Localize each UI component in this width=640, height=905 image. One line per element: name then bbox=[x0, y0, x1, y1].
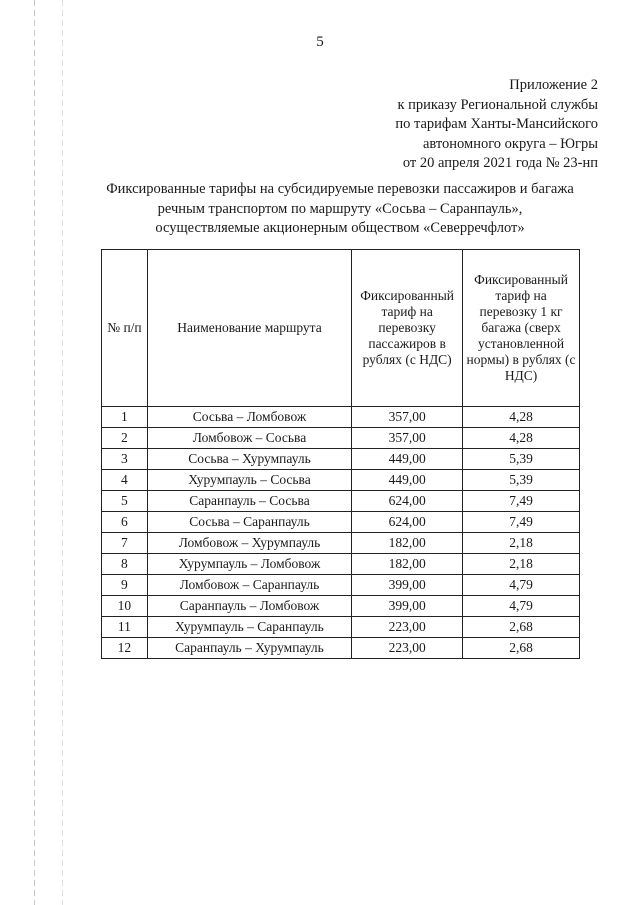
scan-artifact-line bbox=[62, 0, 63, 905]
appendix-line: автономного округа – Югры bbox=[422, 135, 598, 152]
header-number: № п/п bbox=[102, 250, 148, 407]
cell-route: Саранпауль – Сосьва bbox=[147, 491, 351, 512]
cell-baggage-tariff: 2,68 bbox=[463, 617, 580, 638]
header-passenger-tariff: Фиксированный тариф на перевозку пассажиров в рублях (с НДС) bbox=[352, 250, 463, 407]
cell-passenger-tariff: 182,00 bbox=[352, 533, 463, 554]
cell-route: Сосьва – Хурумпауль bbox=[147, 449, 351, 470]
cell-baggage-tariff: 2,68 bbox=[463, 638, 580, 659]
table-row bbox=[102, 596, 580, 617]
cell-baggage-tariff: 4,28 bbox=[463, 407, 580, 428]
document-title bbox=[60, 180, 620, 239]
table-row bbox=[102, 617, 580, 638]
table-row bbox=[102, 491, 580, 512]
cell-route: Сосьва – Саранпауль bbox=[147, 512, 351, 533]
cell-passenger-tariff: 357,00 bbox=[352, 407, 463, 428]
cell-baggage-tariff: 7,49 bbox=[463, 512, 580, 533]
cell-route: Саранпауль – Хурумпауль bbox=[147, 638, 351, 659]
cell-number: 12 bbox=[102, 638, 148, 659]
cell-baggage-tariff: 2,18 bbox=[463, 533, 580, 554]
appendix-line: от 20 апреля 2021 года № 23-нп bbox=[402, 155, 598, 171]
cell-number: 7 bbox=[102, 533, 148, 554]
cell-passenger-tariff: 357,00 bbox=[352, 428, 463, 449]
cell-baggage-tariff: 5,39 bbox=[463, 449, 580, 470]
cell-number: 11 bbox=[102, 617, 148, 638]
page-number: 5 bbox=[316, 34, 324, 50]
appendix-line: Приложение 2 bbox=[509, 77, 598, 93]
cell-passenger-tariff: 449,00 bbox=[352, 449, 463, 470]
cell-number: 4 bbox=[102, 470, 148, 491]
table-row bbox=[102, 575, 580, 596]
appendix-line: по тарифам Ханты-Мансийского bbox=[395, 116, 598, 132]
title-line: осуществляемые акционерным обществом «Северречфлот» bbox=[155, 220, 525, 236]
cell-baggage-tariff: 7,49 bbox=[463, 491, 580, 512]
cell-baggage-tariff: 2,18 bbox=[463, 554, 580, 575]
cell-passenger-tariff: 449,00 bbox=[352, 470, 463, 491]
cell-number: 9 bbox=[102, 575, 148, 596]
cell-number: 8 bbox=[102, 554, 148, 575]
table-row bbox=[102, 428, 580, 449]
scan-artifact-line bbox=[34, 0, 35, 905]
table-header-row bbox=[102, 250, 580, 407]
cell-route: Ломбовож – Саранпауль bbox=[147, 575, 351, 596]
cell-passenger-tariff: 399,00 bbox=[352, 596, 463, 617]
header-baggage-tariff: Фиксированный тариф на перевозку 1 кг багажа (сверх установленной нормы) в рублях (с НДС) bbox=[463, 250, 580, 407]
cell-number: 2 bbox=[102, 428, 148, 449]
cell-baggage-tariff: 5,39 bbox=[463, 470, 580, 491]
tariff-table bbox=[101, 249, 580, 659]
cell-passenger-tariff: 223,00 bbox=[352, 638, 463, 659]
cell-passenger-tariff: 182,00 bbox=[352, 554, 463, 575]
cell-passenger-tariff: 624,00 bbox=[352, 512, 463, 533]
cell-number: 10 bbox=[102, 596, 148, 617]
title-line: речным транспортом по маршруту «Сосьва – Саранпауль», bbox=[157, 200, 523, 217]
cell-baggage-tariff: 4,79 bbox=[463, 596, 580, 617]
table-row bbox=[102, 470, 580, 491]
cell-route: Хурумпауль – Ломбовож bbox=[147, 554, 351, 575]
table-row bbox=[102, 638, 580, 659]
cell-route: Ломбовож – Сосьва bbox=[147, 428, 351, 449]
table-row bbox=[102, 512, 580, 533]
cell-baggage-tariff: 4,28 bbox=[463, 428, 580, 449]
cell-route: Хурумпауль – Саранпауль bbox=[147, 617, 351, 638]
table-row bbox=[102, 407, 580, 428]
cell-number: 6 bbox=[102, 512, 148, 533]
cell-number: 1 bbox=[102, 407, 148, 428]
appendix-block bbox=[278, 76, 598, 174]
table-row bbox=[102, 533, 580, 554]
cell-passenger-tariff: 624,00 bbox=[352, 491, 463, 512]
cell-route: Сосьва – Ломбовож bbox=[147, 407, 351, 428]
table-row bbox=[102, 554, 580, 575]
cell-route: Ломбовож – Хурумпауль bbox=[147, 533, 351, 554]
cell-route: Саранпауль – Ломбовож bbox=[147, 596, 351, 617]
header-route: Наименование маршрута bbox=[147, 250, 351, 407]
cell-route: Хурумпауль – Сосьва bbox=[147, 470, 351, 491]
cell-number: 5 bbox=[102, 491, 148, 512]
title-line: Фиксированные тарифы на субсидируемые перевозки пассажиров и багажа bbox=[106, 181, 574, 197]
cell-passenger-tariff: 223,00 bbox=[352, 617, 463, 638]
appendix-line: к приказу Региональной службы bbox=[397, 96, 598, 113]
table-row bbox=[102, 449, 580, 470]
cell-baggage-tariff: 4,79 bbox=[463, 575, 580, 596]
cell-passenger-tariff: 399,00 bbox=[352, 575, 463, 596]
cell-number: 3 bbox=[102, 449, 148, 470]
